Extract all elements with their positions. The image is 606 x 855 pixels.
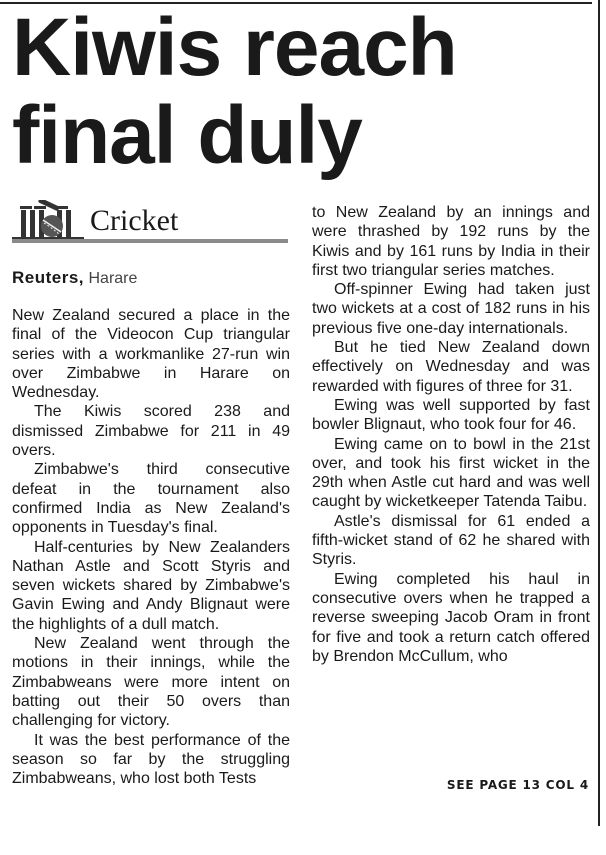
section-rule bbox=[12, 239, 288, 243]
paragraph: Ewing was well supported by fast bowler Blignaut, who took four for 46. bbox=[312, 396, 590, 434]
paragraph: But he tied New Zealand down effectively on Wednesday and was rewarded with figures of three for 31. bbox=[312, 339, 590, 395]
section-label: Cricket bbox=[90, 204, 179, 237]
paragraph: Ewing completed his haul in consecutive overs when he trapped a reverse sweeping Jacob Oram in front for five and took a return catch offered by Brendon McCullum, who bbox=[312, 570, 590, 665]
headline bbox=[12, 4, 592, 180]
paragraph: Astle's dismissal for 61 ended a fifth-wicket stand of 62 he shared with Styris. bbox=[312, 512, 590, 569]
byline-agency: Reuters, bbox=[12, 268, 85, 287]
byline-place: Harare bbox=[88, 270, 138, 287]
paragraph: Ewing came on to bowl in the 21st over, and took his first wicket in the 29th when Astle cut hard and was well caught by wicketkeeper Tatenda Taibu. bbox=[312, 435, 590, 511]
byline bbox=[12, 268, 137, 289]
article-column-2 bbox=[312, 203, 590, 666]
paragraph: Half-centuries by New Zealanders Nathan Astle and Scott Styris and seven wickets shared by Zimbabwe's Gavin Ewing and Andy Blignaut were the highlights of a dull match. bbox=[12, 538, 290, 633]
paragraph: to New Zealand by an innings and were thrashed by 192 runs by the Kiwis and by 161 runs by India in their first two triangular series matches. bbox=[312, 204, 590, 279]
paragraph: The Kiwis scored 238 and dismissed Zimbabwe for 211 in 49 overs. bbox=[12, 403, 290, 460]
paragraph: New Zealand went through the motions in their innings, while the Zimbabweans were more intent on batting out their 50 overs than challenging for victory. bbox=[12, 635, 290, 730]
article-column-1 bbox=[12, 306, 290, 788]
section-header bbox=[12, 196, 288, 248]
right-border bbox=[598, 0, 600, 826]
cricket-wickets-ball-icon bbox=[12, 200, 84, 240]
headline-line-2: final duly bbox=[12, 90, 362, 181]
headline-line-1: Kiwis reach bbox=[12, 2, 457, 93]
paragraph: Off-spinner Ewing had taken just two wickets at a cost of 182 runs in his previous five one-day internationals. bbox=[312, 281, 590, 337]
continuation-note: SEE PAGE 13 COL 4 bbox=[446, 778, 589, 792]
paragraph: It was the best performance of the season so far by the struggling Zimbabweans, who lost both Tests bbox=[12, 731, 290, 788]
paragraph: Zimbabwe's third consecutive defeat in the tournament also confirmed India as New Zealand's opponents in Tuesday's final. bbox=[12, 461, 290, 537]
paragraph: New Zealand secured a place in the final of the Videocon Cup triangular series with a workmanlike 27-run win over Zimbabwe in Harare on Wednesday. bbox=[12, 307, 290, 402]
